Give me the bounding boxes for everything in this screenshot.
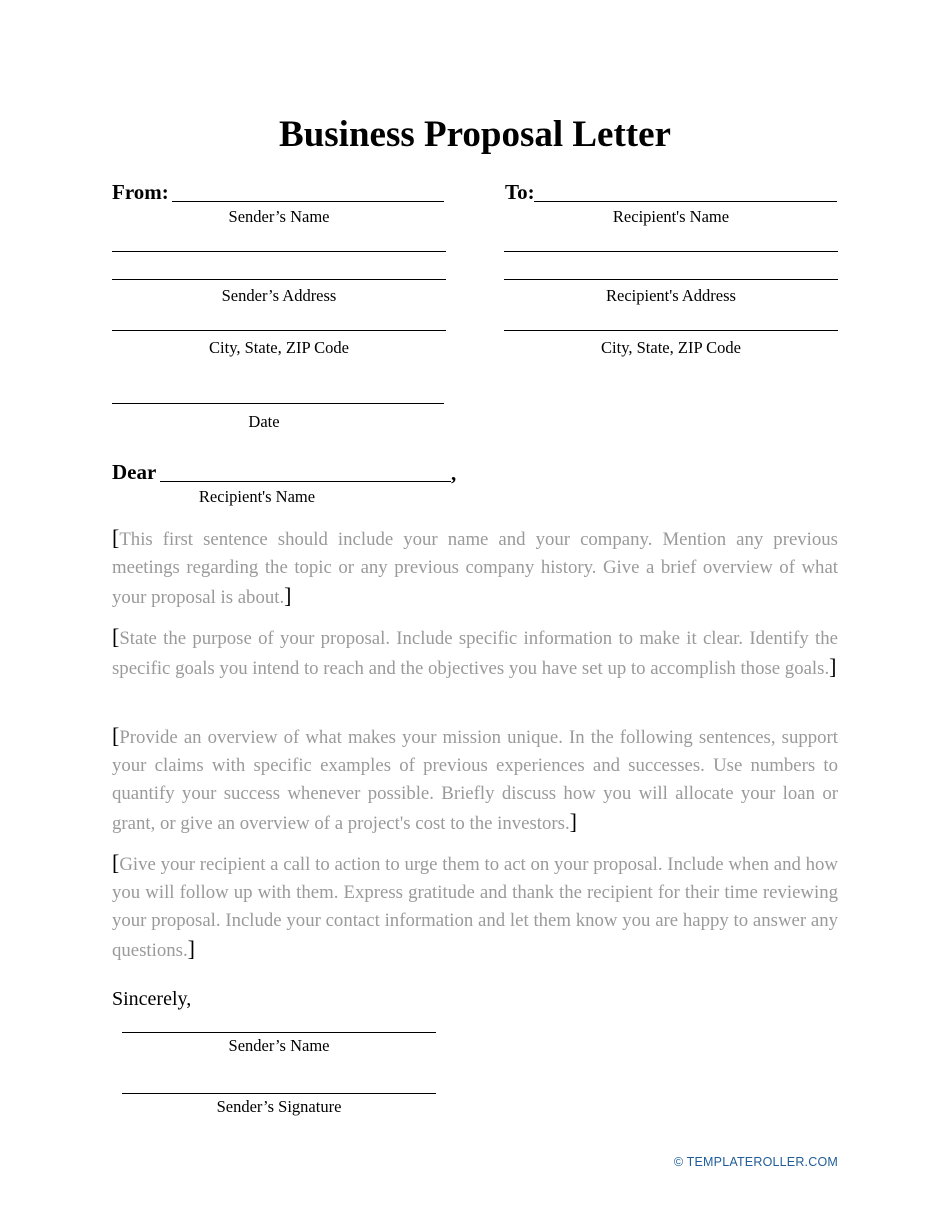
recipient-city-line[interactable] xyxy=(504,330,838,331)
open-bracket: [ xyxy=(112,723,120,748)
recipient-name-caption: Recipient's Name xyxy=(612,207,730,226)
open-bracket: [ xyxy=(112,525,120,550)
body-paragraph-3 xyxy=(112,722,838,838)
from-label: From: xyxy=(112,180,169,204)
closing-text: Sincerely, xyxy=(112,988,192,1010)
recipient-address-line-1[interactable] xyxy=(504,251,838,252)
document-title: Business Proposal Letter xyxy=(279,114,671,155)
sender-name-line[interactable] xyxy=(172,201,444,202)
open-bracket: [ xyxy=(112,850,120,875)
body-paragraph-2 xyxy=(112,623,838,683)
close-bracket: ] xyxy=(569,809,577,834)
closing-name-caption: Sender’s Name xyxy=(228,1036,330,1055)
sender-address-caption: Sender’s Address xyxy=(221,286,337,305)
date-caption: Date xyxy=(248,412,280,431)
signature-line[interactable] xyxy=(122,1093,436,1094)
paragraph-text: Provide an overview of what makes your mission unique. In the following sentences, support your claims with specific examples of previous experiences and successes. Use numbers to quantify your success whenever possible. Briefly discuss how you will allocate your loan or grant, or give an overview of a project's cost to the investors. xyxy=(112,727,838,834)
salutation-recipient-line[interactable] xyxy=(160,481,451,482)
paragraph-text: This first sentence should include your name and your company. Mention any previous meetings regarding the topic or any previous company history. Give a brief overview of what your proposal is about. xyxy=(112,529,838,608)
date-line[interactable] xyxy=(112,403,444,404)
paragraph-text: Give your recipient a call to action to urge them to act on your proposal. Include when and how you will follow up with them. Express gratitude and thank the recipient for their time reviewing your proposal. Include your contact information and let them know you are happy to answer any questions. xyxy=(112,854,838,961)
salutation-comma: , xyxy=(451,461,457,485)
sender-city-caption: City, State, ZIP Code xyxy=(209,338,349,357)
sender-name-caption: Sender’s Name xyxy=(228,207,330,226)
recipient-address-caption: Recipient's Address xyxy=(606,286,736,305)
salutation-caption: Recipient's Name xyxy=(198,487,316,506)
close-bracket: ] xyxy=(284,583,292,608)
signature-caption: Sender’s Signature xyxy=(216,1097,342,1116)
body-paragraph-1 xyxy=(112,524,838,612)
open-bracket: [ xyxy=(112,624,120,649)
to-label: To: xyxy=(505,180,535,204)
recipient-address-line-2[interactable] xyxy=(504,279,838,280)
close-bracket: ] xyxy=(187,936,195,961)
sender-address-line-1[interactable] xyxy=(112,251,446,252)
body-paragraph-4 xyxy=(112,849,838,965)
footer-copyright-link[interactable]: © TEMPLATEROLLER.COM xyxy=(673,1155,838,1169)
close-bracket: ] xyxy=(829,654,837,679)
salutation-label: Dear xyxy=(112,460,157,484)
paragraph-text: State the purpose of your proposal. Include specific information to make it clear. Identify the specific goals you intend to reach and the objectives you have set up to accomplish those goals. xyxy=(112,628,838,679)
closing-name-line[interactable] xyxy=(122,1032,436,1033)
recipient-city-caption: City, State, ZIP Code xyxy=(601,338,741,357)
sender-address-line-2[interactable] xyxy=(112,279,446,280)
recipient-name-line[interactable] xyxy=(534,201,837,202)
sender-city-line[interactable] xyxy=(112,330,446,331)
